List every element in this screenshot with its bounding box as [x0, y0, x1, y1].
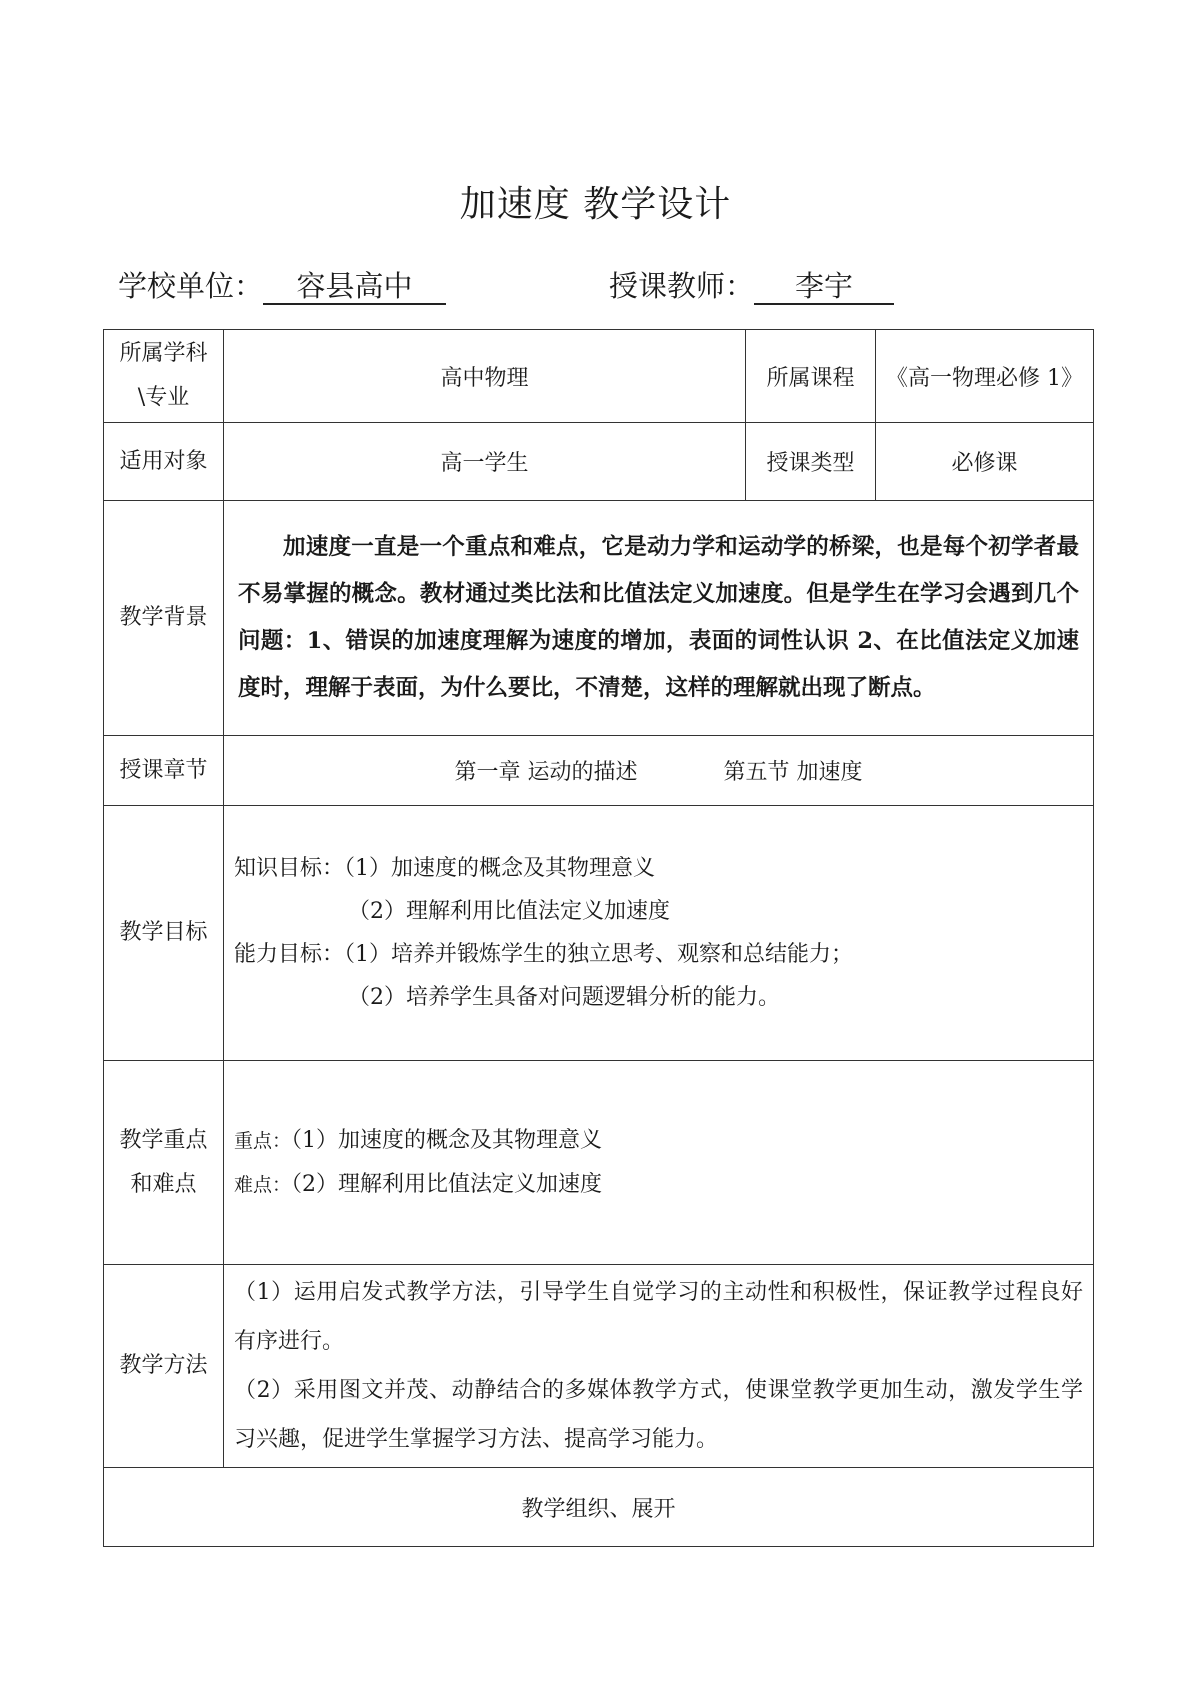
row-subject — [104, 330, 1094, 423]
row-methods — [104, 1265, 1094, 1468]
objectives-label: 教学目标 — [104, 806, 224, 1061]
lesson-type-value: 必修课 — [876, 423, 1094, 501]
background-label: 教学背景 — [104, 501, 224, 736]
keypoints-cell — [224, 1061, 1094, 1265]
method-item-2: （2）采用图文并茂、动静结合的多媒体教学方式，使课堂教学更加生动，激发学生学习兴趣，促进学生掌握学习方法、提高学习能力。 — [234, 1378, 1083, 1452]
key-point-line: 重点：（1）加速度的概念及其物理意义 — [234, 1127, 603, 1153]
methods-label: 教学方法 — [104, 1265, 224, 1468]
difficulty-line: 难点：（2）理解利用比值法定义加速度 — [234, 1171, 603, 1197]
method-item-1: （1）运用启发式教学方法，引导学生自觉学习的主动性和积极性，保证教学过程良好有序进行。 — [234, 1280, 1083, 1354]
course-value: 《高一物理必修 1》 — [876, 330, 1094, 423]
school-label: 学校单位： — [118, 269, 264, 303]
teacher-label: 授课教师： — [609, 269, 755, 303]
chapter-title: 第一章 运动的描述 — [454, 760, 638, 785]
row-chapter — [104, 736, 1094, 806]
row-footer — [104, 1468, 1094, 1547]
school-field — [118, 264, 446, 305]
background-cell — [224, 501, 1094, 736]
methods-cell — [224, 1265, 1094, 1468]
knowledge-line-2: （2）理解利用比值法定义加速度 — [348, 899, 670, 924]
background-text: 加速度一直是一个重点和难点，它是动力学和运动学的桥梁，也是每个初学者最不易掌握的概念。教材通过类比法和比值法定义加速度。但是学生在学习会遇到几个问题：1、错误的加速度理解为速度的增加，表面的词性认识 2、在比值法定义加速度时，理解于表面，为什么要比，不清楚，这样的理解就出现了断点。 — [238, 534, 1079, 701]
ability-line-2: （2）培养学生具备对问题逻辑分析的能力。 — [348, 985, 780, 1010]
teacher-value: 李宇 — [754, 269, 894, 305]
chapter-label: 授课章节 — [104, 736, 224, 806]
row-objectives — [104, 806, 1094, 1061]
lesson-type-label: 授课类型 — [746, 423, 876, 501]
audience-label: 适用对象 — [104, 423, 224, 501]
lesson-plan-table — [103, 329, 1094, 1547]
keypoints-label: 教学重点 和难点 — [104, 1061, 224, 1265]
row-keypoints — [104, 1061, 1094, 1265]
page-title: 加速度 教学设计 — [459, 184, 732, 225]
knowledge-line-1: 知识目标：（1）加速度的概念及其物理意义 — [234, 856, 656, 881]
audience-value: 高一学生 — [224, 423, 746, 501]
subject-value: 高中物理 — [224, 330, 746, 423]
row-background — [104, 501, 1094, 736]
course-label: 所属课程 — [746, 330, 876, 423]
row-audience — [104, 423, 1094, 501]
chapter-cell — [224, 736, 1094, 806]
subject-label: 所属学科 \专业 — [104, 330, 224, 423]
school-value: 容县高中 — [263, 269, 446, 305]
ability-line-1: 能力目标：（1）培养并锻炼学生的独立思考、观察和总结能力； — [234, 942, 854, 967]
section-title: 第五节 加速度 — [723, 760, 863, 785]
objectives-cell — [224, 806, 1094, 1061]
section-heading: 教学组织、展开 — [104, 1468, 1094, 1547]
teacher-field — [609, 264, 894, 305]
